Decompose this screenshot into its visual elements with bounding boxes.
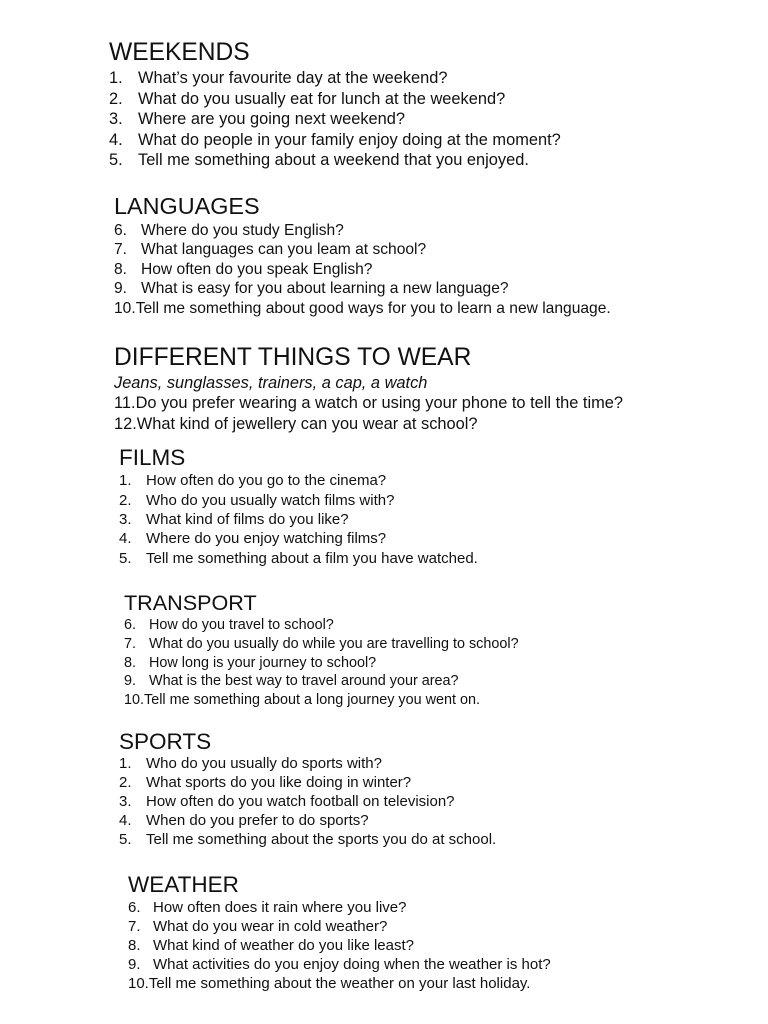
question-text: Tell me something about the weather on your last holiday.: [148, 975, 531, 993]
section-title-sports: SPORTS: [119, 729, 212, 754]
question-item: [128, 974, 551, 993]
question-number: 7.: [114, 241, 128, 259]
question-text: How often does it rain where you live?: [153, 899, 407, 917]
question-number: 8.: [114, 260, 128, 278]
question-number: 5.: [119, 830, 132, 848]
section-sports: [119, 728, 496, 849]
question-number: 4.: [109, 130, 123, 149]
question-number: 8.: [124, 654, 137, 671]
section-title-wear: DIFFERENT THINGS TO WEAR: [114, 344, 472, 371]
question-text: Do you prefer wearing a watch or using your phone to tell the time?: [135, 394, 624, 413]
question-item: [124, 654, 519, 673]
question-number: 6.: [114, 221, 128, 239]
question-text: How often do you speak English?: [141, 260, 373, 278]
question-text: Who do you usually do sports with?: [146, 755, 382, 773]
question-item: [114, 260, 611, 280]
question-item: [119, 529, 478, 548]
question-number: 2.: [119, 774, 132, 792]
question-number: 1.: [109, 69, 123, 87]
question-list-weather: [128, 898, 551, 993]
question-text: Where do you study English?: [141, 221, 344, 239]
question-text: Where are you going next weekend?: [138, 110, 405, 129]
question-item: [114, 299, 611, 319]
question-number: 2.: [109, 89, 123, 108]
question-number: 3.: [119, 793, 132, 811]
question-list-wear: [114, 393, 623, 434]
question-text: Tell me something about good ways for you to learn a new language.: [135, 299, 611, 317]
question-item: [119, 831, 496, 850]
section-title-weather: WEATHER: [128, 872, 239, 897]
section-title-films: FILMS: [119, 445, 186, 470]
section-weekends: [109, 38, 561, 171]
question-text: What do you wear in cold weather?: [153, 918, 388, 936]
section-wear: [114, 343, 623, 434]
question-item: [109, 68, 561, 89]
question-list-weekends: [109, 68, 561, 171]
question-item: [119, 471, 478, 490]
question-text: What is the best way to travel around your area?: [149, 673, 459, 690]
question-text: Tell me something about a weekend that you enjoyed.: [138, 151, 529, 170]
question-text: What kind of films do you like?: [146, 511, 349, 529]
question-number: 8.: [128, 937, 141, 955]
question-text: What do you usually do while you are travelling to school?: [149, 635, 519, 652]
question-item: [109, 150, 561, 171]
question-text: What activities do you enjoy doing when the weather is hot?: [153, 956, 551, 974]
question-text: How often do you watch football on television?: [146, 793, 455, 811]
question-item: [128, 955, 551, 974]
section-languages: [114, 192, 611, 319]
question-item: [119, 812, 496, 831]
question-item: [128, 898, 551, 917]
question-text: What do people in your family enjoy doing at the moment?: [138, 130, 561, 149]
question-text: What kind of jewellery can you wear at school?: [136, 414, 478, 433]
question-item: [109, 109, 561, 130]
question-item: [114, 221, 611, 241]
question-item: [128, 936, 551, 955]
question-text: How do you travel to school?: [149, 617, 334, 634]
question-number: 10.: [128, 975, 149, 993]
question-item: [119, 793, 496, 812]
question-item: [114, 414, 623, 435]
question-number: 7.: [128, 918, 141, 936]
section-weather: [128, 871, 551, 993]
question-item: [119, 774, 496, 793]
question-text: What’s your favourite day at the weekend?: [138, 69, 448, 87]
question-list-languages: [114, 221, 611, 319]
question-item: [128, 917, 551, 936]
question-list-sports: [119, 755, 496, 849]
question-text: How often do you go to the cinema?: [146, 472, 387, 490]
question-item: [109, 89, 561, 110]
question-number: 9.: [124, 673, 137, 690]
question-item: [124, 616, 519, 635]
question-item: [119, 549, 478, 568]
question-number: 7.: [124, 635, 137, 652]
question-number: 10.: [124, 691, 145, 708]
question-number: 1.: [119, 755, 132, 773]
question-number: 4.: [119, 811, 132, 829]
question-text: Tell me something about a film you have watched.: [146, 549, 478, 567]
section-title-transport: TRANSPORT: [124, 590, 257, 615]
question-text: Where do you enjoy watching films?: [146, 530, 387, 548]
section-title-weekends: WEEKENDS: [109, 39, 250, 66]
question-number: 12.: [114, 414, 137, 433]
question-text: What kind of weather do you like least?: [153, 937, 414, 955]
question-number: 11.: [114, 394, 136, 413]
question-number: 10.: [114, 299, 136, 317]
question-text: What do you usually eat for lunch at the weekend?: [138, 89, 506, 108]
question-text: Tell me something about the sports you do at school.: [146, 830, 497, 848]
question-item: [119, 510, 478, 529]
question-number: 5.: [109, 151, 123, 170]
question-number: 4.: [119, 530, 132, 548]
question-list-films: [119, 471, 478, 567]
question-number: 2.: [119, 491, 132, 509]
question-item: [124, 691, 519, 710]
question-text: Who do you usually watch films with?: [146, 491, 395, 509]
question-text: How long is your journey to school?: [149, 654, 377, 671]
section-subtitle-wear: Jeans, sunglasses, trainers, a cap, a watch: [114, 374, 428, 392]
question-text: What is easy for you about learning a new language?: [141, 280, 509, 298]
question-list-transport: [124, 616, 519, 709]
question-text: What languages can you leam at school?: [141, 241, 427, 259]
question-text: When do you prefer to do sports?: [146, 811, 369, 829]
question-text: Tell me something about a long journey you went on.: [144, 691, 481, 708]
question-item: [109, 130, 561, 151]
question-item: [114, 240, 611, 260]
question-text: What sports do you like doing in winter?: [146, 774, 412, 792]
question-number: 6.: [128, 899, 141, 917]
section-title-languages: LANGUAGES: [114, 193, 260, 219]
question-item: [124, 672, 519, 691]
question-number: 6.: [124, 617, 137, 634]
question-item: [114, 393, 623, 414]
question-number: 9.: [128, 956, 141, 974]
question-item: [114, 279, 611, 299]
question-number: 9.: [114, 280, 128, 298]
section-transport: [124, 590, 519, 709]
question-number: 3.: [109, 110, 123, 129]
question-item: [119, 491, 478, 510]
section-films: [119, 444, 478, 568]
question-item: [124, 635, 519, 654]
question-item: [119, 755, 496, 774]
question-number: 5.: [119, 549, 132, 567]
question-number: 3.: [119, 511, 132, 529]
question-number: 1.: [119, 472, 132, 490]
